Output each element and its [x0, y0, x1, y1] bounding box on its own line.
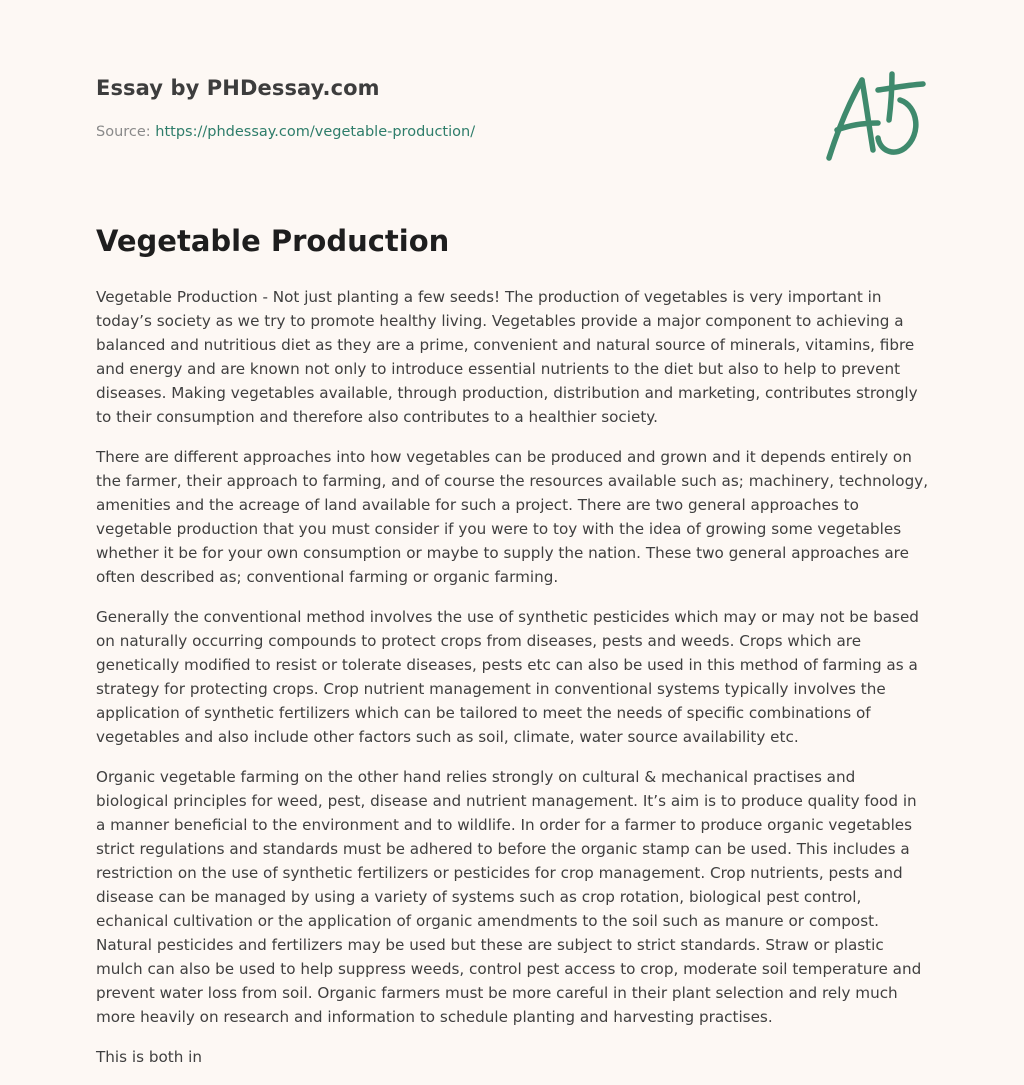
article-paragraph: Vegetable Production - Not just planting a few seeds! The production of vegetables is very important in today’s society as we try to promote healthy living. Vegetables provide a major component to achieving a balanced and nutritious diet as they are a prime, convenient and natural source of minerals, vitamins, fibre and energy and are known not only to introduce essential nutrients to the diet but also to help to prevent diseases. Making vegetables available, through production, distribution and marketing, contributes strongly to their consumption and therefore also contributes to a healthier society. — [96, 288, 918, 426]
article-body — [96, 285, 930, 1085]
source-label: Source: — [96, 124, 156, 140]
article-paragraph: There are different approaches into how vegetables can be produced and grown and it depends entirely on the farmer, their approach to farming, and of course the resources available such as; machinery, technology, amenities and the acreage of land available for such a project. There are two general approaches to vegetable production that you must consider if you were to toy with the idea of growing some vegetables whether it be for your own consumption or maybe to supply the nation. These two general approaches are often described as; conventional farming or organic farming. — [96, 448, 929, 586]
article-title: Vegetable Production — [96, 224, 450, 258]
source-line — [96, 124, 475, 140]
site-brand: Essay by PHDessay.com — [96, 76, 380, 100]
article-paragraph: Generally the conventional method involves the use of synthetic pesticides which may or may not be based on naturally occurring compounds to protect crops from diseases, pests and weeds. Crops which are genetically modified to resist or tolerate diseases, pests etc can also be used in this method of farming as a strategy for protecting crops. Crop nutrient management in conventional systems typically involves the application of synthetic fertilizers which can be tailored to meet the needs of specific combinations of vegetables and also include other factors such as soil, climate, water source availability etc. — [96, 608, 919, 746]
article-paragraph: This is both in — [96, 1048, 203, 1066]
a-plus-logo-icon — [822, 68, 928, 164]
article-paragraph: Organic vegetable farming on the other hand relies strongly on cultural & mechanical practises and biological principles for weed, pest, disease and nutrient management. It’s aim is to produce quality food in a manner beneficial to the environment and to wildlife. In order for a farmer to produce organic vegetables strict regulations and standards must be adhered to before the organic stamp can be used. This includes a restriction on the use of synthetic fertilizers or pesticides for crop management. Crop nutrients, pests and disease can be managed by using a variety of systems such as crop rotation, biological pest control, echanical cultivation or the application of organic amendments to the soil such as manure or compost. Natural pesticides and fertilizers may be used but these are subject to strict standards. Straw or plastic mulch can also be used to help suppress weeds, control pest access to crop, moderate soil temperature and prevent water loss from soil. Organic farmers must be more careful in their plant selection and rely much more heavily on research and information to schedule planting and harvesting practises. — [96, 768, 922, 1026]
source-link[interactable]: https://phdessay.com/vegetable-production/ — [155, 124, 476, 140]
